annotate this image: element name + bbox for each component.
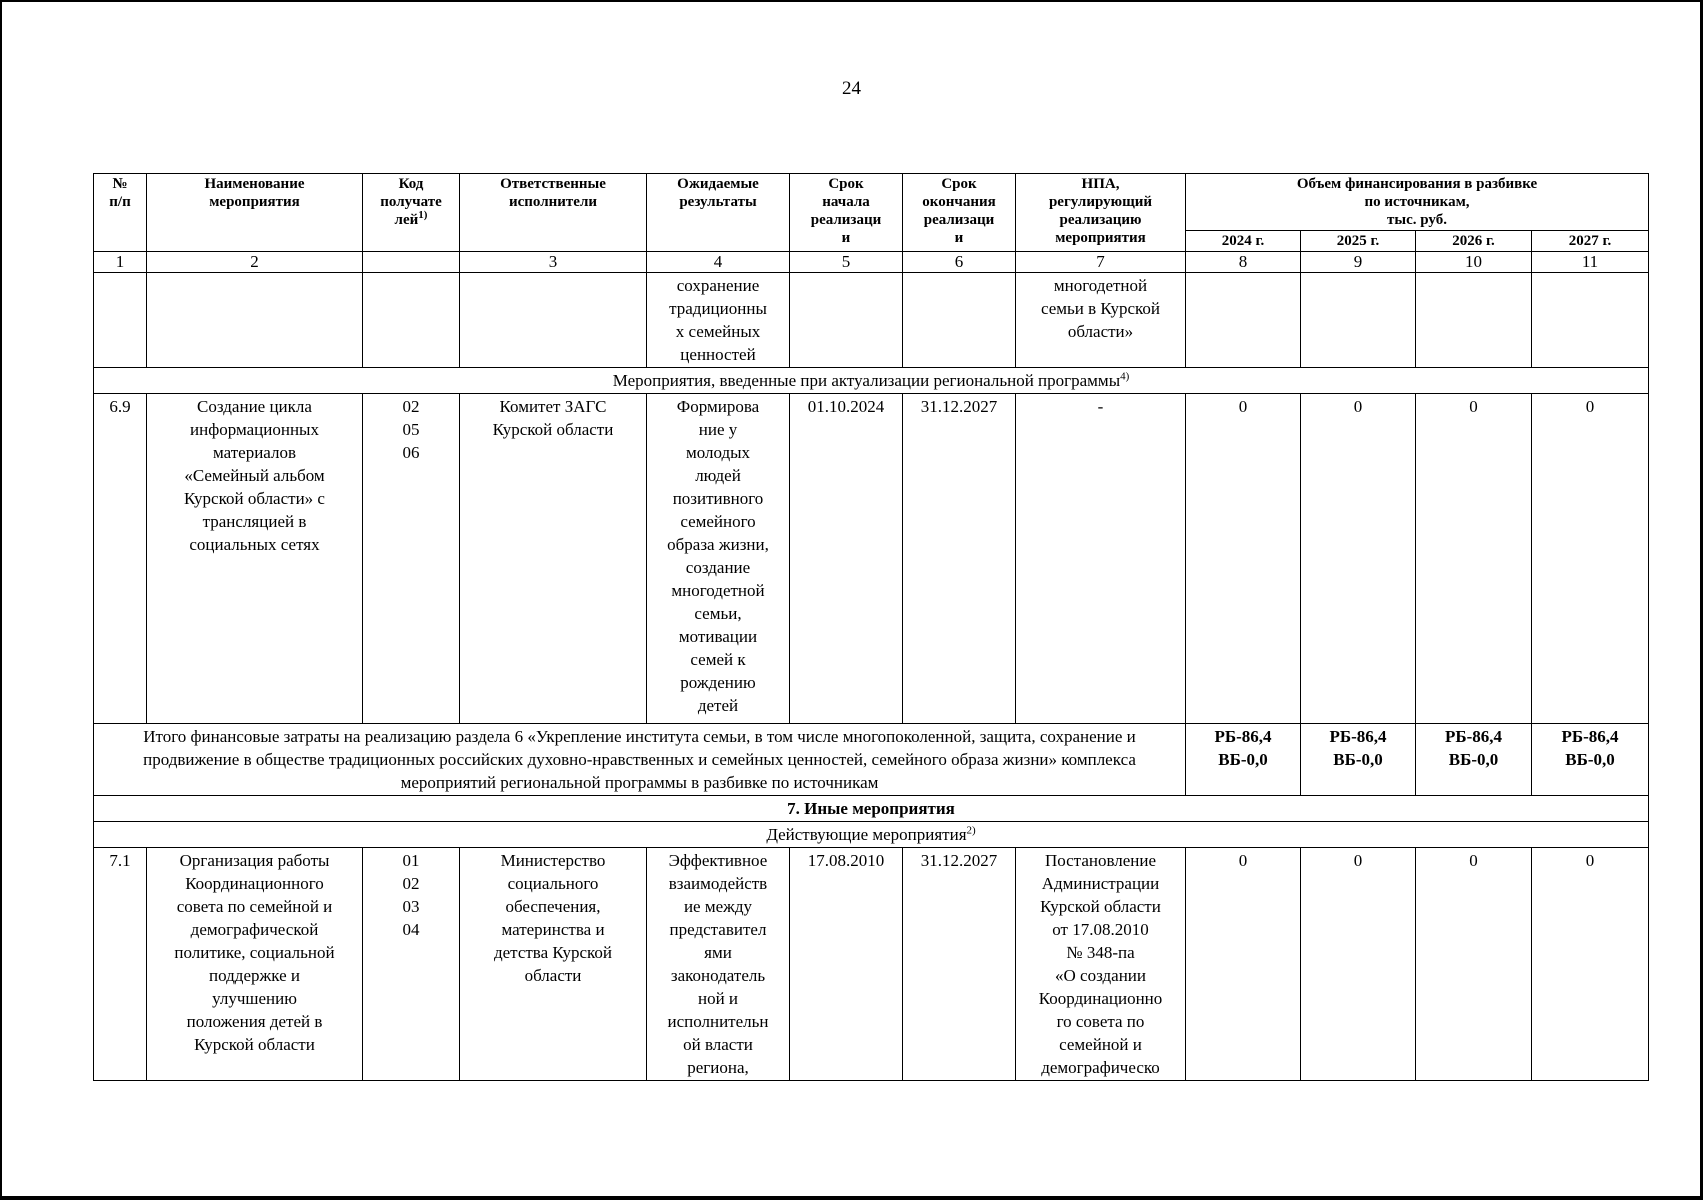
cell-empty [460, 273, 647, 368]
header-year-2027: 2027 г. [1532, 231, 1649, 252]
column-number: 5 [790, 252, 903, 273]
section-7-active-sup: 2) [966, 824, 976, 837]
row-7-1-start: 17.08.2010 [790, 848, 903, 1081]
page-edge-top [0, 0, 1703, 2]
row-7-1-end: 31.12.2027 [903, 848, 1016, 1081]
header-name: Наименование мероприятия [147, 174, 363, 252]
page-number: 24 [842, 78, 861, 99]
column-number: 10 [1416, 252, 1532, 273]
header-responsible: Ответственные исполнители [460, 174, 647, 252]
row-6-9-finance-2027: 0 [1532, 394, 1649, 724]
row-6-9-end: 31.12.2027 [903, 394, 1016, 724]
page-edge-bottom [0, 1196, 1703, 1200]
cell-empty [1416, 273, 1532, 368]
column-number: 2 [147, 252, 363, 273]
cell-empty [363, 273, 460, 368]
row-7-1-finance-2025: 0 [1301, 848, 1416, 1081]
cell-empty [903, 273, 1016, 368]
section-added-heading [94, 368, 1649, 394]
column-number: 7 [1016, 252, 1186, 273]
row-7-1-finance-2024: 0 [1186, 848, 1301, 1081]
header-row [94, 174, 1649, 231]
header-year-2026: 2026 г. [1416, 231, 1532, 252]
row-6-9-codes: 02 05 06 [363, 394, 460, 724]
total-section-6-label: Итого финансовые затраты на реализацию раздела 6 «Укрепление института семьи, в том числе многопоколенной, защита, сохранение и продвижение в обществе традиционных российских духовно-нравственных и семейных ценностей, семейного образа жизни» комплекса мероприятий региональной программы в разбивке по источникам [94, 724, 1186, 796]
total-section-6-2024: РБ-86,4 ВБ-0,0 [1186, 724, 1301, 796]
program-table [93, 173, 1649, 1081]
continued-npa: многодетной семьи в Курской области» [1016, 273, 1186, 368]
row-7-1-name: Организация работы Координационного совета по семейной и демографической политике, социальной поддержке и улучшению положения детей в Курской области [147, 848, 363, 1081]
table-row-continued [94, 273, 1649, 368]
section-7-title: 7. Иные мероприятия [94, 796, 1649, 822]
header-num: № п/п [94, 174, 147, 252]
total-section-6-2027: РБ-86,4 ВБ-0,0 [1532, 724, 1649, 796]
cell-empty [1301, 273, 1416, 368]
column-number: 9 [1301, 252, 1416, 273]
total-section-6-2026: РБ-86,4 ВБ-0,0 [1416, 724, 1532, 796]
row-6-9-results: Формирова ние у молодых людей позитивного семейного образа жизни, создание многодетной семьи, мотивации семей к рождению детей [647, 394, 790, 724]
column-number-empty [363, 252, 460, 273]
column-number-row [94, 252, 1649, 273]
section-7-active-text: Действующие мероприятия [766, 825, 967, 844]
cell-empty [147, 273, 363, 368]
column-number: 1 [94, 252, 147, 273]
total-section-6-row [94, 724, 1649, 796]
row-7-1-npa: Постановление Администрации Курской области от 17.08.2010 № 348-па «О создании Координационно го совета по семейной и демографическо [1016, 848, 1186, 1081]
table-row-6-9 [94, 394, 1649, 724]
cell-empty [94, 273, 147, 368]
section-7-row [94, 796, 1649, 822]
header-finance: Объем финансирования в разбивке по источникам, тыс. руб. [1186, 174, 1649, 231]
header-year-2024: 2024 г. [1186, 231, 1301, 252]
row-6-9-finance-2025: 0 [1301, 394, 1416, 724]
header-end: Срок окончания реализаци и [903, 174, 1016, 252]
column-number: 8 [1186, 252, 1301, 273]
section-7-active-heading [94, 822, 1649, 848]
page-edge-left [0, 0, 2, 1200]
column-number: 4 [647, 252, 790, 273]
header-results: Ожидаемые результаты [647, 174, 790, 252]
header-start: Срок начала реализаци и [790, 174, 903, 252]
row-7-1-finance-2026: 0 [1416, 848, 1532, 1081]
cell-empty [1186, 273, 1301, 368]
row-7-1-results: Эффективное взаимодейств ие между представител ями законодатель ной и исполнительн ой власти региона, [647, 848, 790, 1081]
header-code-text: Код получате лей [380, 176, 442, 228]
row-7-1-num: 7.1 [94, 848, 147, 1081]
header-year-2025: 2025 г. [1301, 231, 1416, 252]
column-number: 6 [903, 252, 1016, 273]
row-7-1-codes: 01 02 03 04 [363, 848, 460, 1081]
column-number: 3 [460, 252, 647, 273]
cell-empty [1532, 273, 1649, 368]
section-added-sup: 4) [1120, 370, 1130, 383]
row-7-1-finance-2027: 0 [1532, 848, 1649, 1081]
header-code [363, 174, 460, 252]
row-6-9-finance-2024: 0 [1186, 394, 1301, 724]
cell-empty [790, 273, 903, 368]
table-row-7-1 [94, 848, 1649, 1081]
row-6-9-num: 6.9 [94, 394, 147, 724]
section-added-text: Мероприятия, введенные при актуализации региональной программы [612, 371, 1121, 390]
row-6-9-finance-2026: 0 [1416, 394, 1532, 724]
header-npa: НПА, регулирующий реализацию мероприятия [1016, 174, 1186, 252]
total-section-6-2025: РБ-86,4 ВБ-0,0 [1301, 724, 1416, 796]
column-number: 11 [1532, 252, 1649, 273]
section-added-row [94, 368, 1649, 394]
section-7-active-row [94, 822, 1649, 848]
row-6-9-name: Создание цикла информационных материалов «Семейный альбом Курской области» с трансляцией в социальных сетях [147, 394, 363, 724]
row-6-9-npa: - [1016, 394, 1186, 724]
row-6-9-start: 01.10.2024 [790, 394, 903, 724]
header-code-sup: 1) [418, 209, 428, 221]
continued-results: сохранение традиционны х семейных ценностей [647, 273, 790, 368]
row-7-1-responsible: Министерство социального обеспечения, материнства и детства Курской области [460, 848, 647, 1081]
row-6-9-responsible: Комитет ЗАГС Курской области [460, 394, 647, 724]
